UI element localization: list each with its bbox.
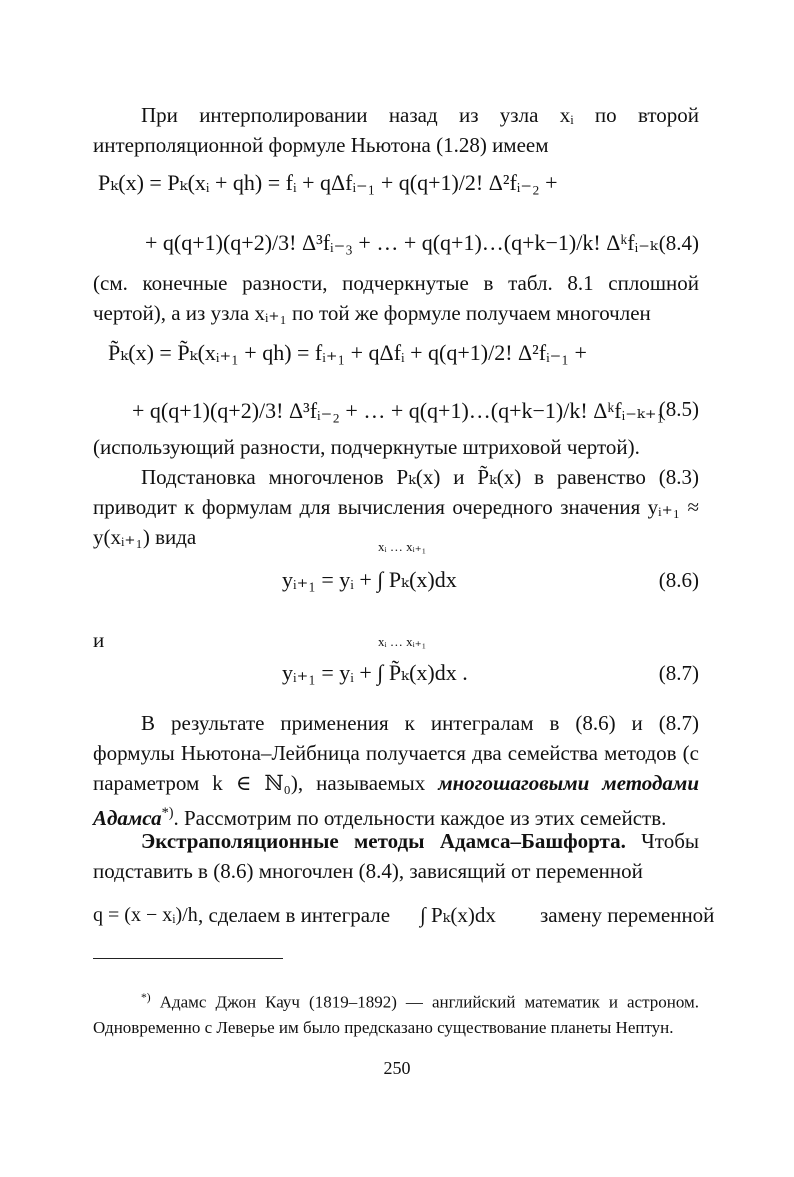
paragraph-adams-bashforth-text: Чтобы подставить в (8.6) многочлен (8.4), зависящий от переменной xyxy=(93,829,699,883)
equation-8-6-limits: xᵢ … xᵢ₊₁ xyxy=(378,539,427,554)
paragraph-dashed-differences: (использующий разности, подчеркнутые штриховой чертой). xyxy=(93,435,640,459)
equation-8-4-line-1: Pₖ(x) = Pₖ(xᵢ + qh) = fᵢ + qΔfᵢ₋₁ + q(q+1)/2! Δ²fᵢ₋₂ + xyxy=(98,170,558,195)
inline-integral: ∫ Pₖ(x)dx xyxy=(420,903,496,927)
equation-8-7-limits: xᵢ … xᵢ₊₁ xyxy=(378,634,427,649)
paragraph-adams-bashforth xyxy=(93,826,699,886)
equation-8-5-line-1: P̃ₖ(x) = P̃ₖ(xᵢ₊₁ + qh) = fᵢ₊₁ + qΔfᵢ + q(q+1)/2! Δ²fᵢ₋₁ + xyxy=(108,340,587,365)
equation-8-7: yᵢ₊₁ = yᵢ + ∫ P̃ₖ(x)dx . xyxy=(282,660,468,685)
paragraph-adams-bashforth-tail: , сделаем в интеграле xyxy=(198,903,391,927)
footnote-text: Адамс Джон Кауч (1819–1892) — английский математик и астроном. Одновременно с Леверье им было предсказано существование планеты Нептун. xyxy=(93,992,699,1037)
page-number: 250 xyxy=(383,1058,411,1078)
paragraph-substitution: Подстановка многочленов Pₖ(x) и P̃ₖ(x) в равенство (8.3) приводит к формулам для вычисления очередного значения yᵢ₊₁ ≈ y(xᵢ₊₁) вида xyxy=(93,465,699,549)
equation-number-8-7: (8.7) xyxy=(658,661,699,685)
term-multistep-adams-methods: многошаговыми методами Адамса xyxy=(93,771,699,830)
equation-8-5-line-2: + q(q+1)(q+2)/3! Δ³fᵢ₋₂ + … + q(q+1)…(q+k−1)/k! Δᵏfᵢ₋ₖ₊₁ xyxy=(132,398,665,423)
section-heading-adams-bashforth: Экстраполяционные методы Адамса–Башфорта. xyxy=(141,829,626,853)
paragraph-see-differences: (см. конечные разности, подчеркнутые в табл. 8.1 сплошной чертой), а из узла xᵢ₊₁ по той же формуле получаем многочлен xyxy=(93,271,699,325)
paragraph-adams-bashforth-tail-2: замену переменной xyxy=(540,903,715,927)
q-definition: q = (x − xᵢ)/h xyxy=(93,904,198,926)
footnote-mark: *) xyxy=(141,991,151,1004)
equation-number-8-4: (8.4) xyxy=(658,231,699,255)
footnote xyxy=(93,985,699,1040)
footnote-reference: *) xyxy=(161,805,174,821)
equation-8-6: yᵢ₊₁ = yᵢ + ∫ Pₖ(x)dx xyxy=(282,567,457,592)
equation-number-8-6: (8.6) xyxy=(658,568,699,592)
equation-number-8-5: (8.5) xyxy=(658,397,699,421)
paragraph-adams-text-end: . Рассмотрим по отдельности каждое из этих семейств. xyxy=(173,806,667,830)
equation-8-4-line-2: + q(q+1)(q+2)/3! Δ³fᵢ₋₃ + … + q(q+1)…(q+k−1)/k! Δᵏfᵢ₋ₖ xyxy=(145,230,658,255)
paragraph-adams-methods xyxy=(93,708,699,833)
footnote-divider xyxy=(93,958,283,959)
paragraph-adams-text-start: В результате применения к интегралам в (8.6) и (8.7) формулы Ньютона–Лейбница получается два семейства методов (с параметром k ∈ ℕ₀), называемых xyxy=(93,711,699,795)
paragraph-intro: При интерполировании назад из узла xᵢ по второй интерполяционной формуле Ньютона (1.28) имеем xyxy=(93,103,699,157)
conjunction-and: и xyxy=(93,628,105,652)
